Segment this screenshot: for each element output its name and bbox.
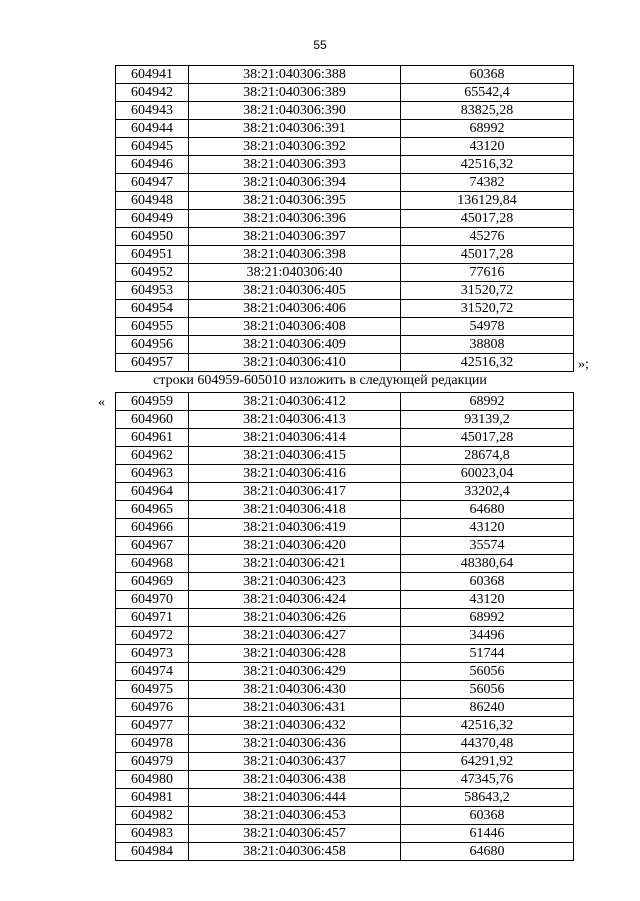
- value-cell: 48380,64: [401, 555, 574, 573]
- value-cell: 45017,28: [401, 246, 574, 264]
- row-number-cell: 604949: [116, 210, 189, 228]
- value-cell: 42516,32: [401, 354, 574, 372]
- row-number-cell: 604964: [116, 483, 189, 501]
- table-row: [116, 66, 574, 84]
- cadastral-number-cell: 38:21:040306:412: [189, 393, 401, 411]
- cadastral-number-cell: 38:21:040306:40: [189, 264, 401, 282]
- parcel-table-bottom: [115, 392, 574, 861]
- value-cell: 83825,28: [401, 102, 574, 120]
- cadastral-number-cell: 38:21:040306:391: [189, 120, 401, 138]
- row-number-cell: 604947: [116, 174, 189, 192]
- cadastral-number-cell: 38:21:040306:427: [189, 627, 401, 645]
- cadastral-number-cell: 38:21:040306:432: [189, 717, 401, 735]
- table-row: [116, 411, 574, 429]
- value-cell: 51744: [401, 645, 574, 663]
- table-row: [116, 174, 574, 192]
- table-row: [116, 537, 574, 555]
- table-row: [116, 825, 574, 843]
- table-row: [116, 138, 574, 156]
- table-row: [116, 393, 574, 411]
- cadastral-number-cell: 38:21:040306:428: [189, 645, 401, 663]
- value-cell: 33202,4: [401, 483, 574, 501]
- value-cell: 68992: [401, 393, 574, 411]
- table-row: [116, 645, 574, 663]
- table-row: [116, 483, 574, 501]
- value-cell: 68992: [401, 120, 574, 138]
- cadastral-number-cell: 38:21:040306:418: [189, 501, 401, 519]
- row-number-cell: 604951: [116, 246, 189, 264]
- table-row: [116, 318, 574, 336]
- row-number-cell: 604966: [116, 519, 189, 537]
- table-row: [116, 102, 574, 120]
- table-row: [116, 429, 574, 447]
- page-number: 55: [313, 38, 327, 52]
- row-number-cell: 604980: [116, 771, 189, 789]
- cadastral-number-cell: 38:21:040306:444: [189, 789, 401, 807]
- value-cell: 93139,2: [401, 411, 574, 429]
- cadastral-number-cell: 38:21:040306:414: [189, 429, 401, 447]
- row-number-cell: 604982: [116, 807, 189, 825]
- cadastral-number-cell: 38:21:040306:436: [189, 735, 401, 753]
- row-number-cell: 604979: [116, 753, 189, 771]
- cadastral-number-cell: 38:21:040306:413: [189, 411, 401, 429]
- cadastral-number-cell: 38:21:040306:410: [189, 354, 401, 372]
- table-row: [116, 843, 574, 861]
- row-number-cell: 604942: [116, 84, 189, 102]
- cadastral-number-cell: 38:21:040306:423: [189, 573, 401, 591]
- value-cell: 74382: [401, 174, 574, 192]
- table-row: [116, 519, 574, 537]
- value-cell: 54978: [401, 318, 574, 336]
- table-row: [116, 717, 574, 735]
- cadastral-number-cell: 38:21:040306:389: [189, 84, 401, 102]
- row-number-cell: 604943: [116, 102, 189, 120]
- table-row: [116, 210, 574, 228]
- row-number-cell: 604954: [116, 300, 189, 318]
- cadastral-number-cell: 38:21:040306:417: [189, 483, 401, 501]
- table-row: [116, 627, 574, 645]
- row-number-cell: 604975: [116, 681, 189, 699]
- value-cell: 61446: [401, 825, 574, 843]
- parcel-table-top: [115, 65, 574, 372]
- table-row: [116, 282, 574, 300]
- cadastral-number-cell: 38:21:040306:424: [189, 591, 401, 609]
- value-cell: 28674,8: [401, 447, 574, 465]
- value-cell: 43120: [401, 519, 574, 537]
- value-cell: 45276: [401, 228, 574, 246]
- value-cell: 60023,04: [401, 465, 574, 483]
- cadastral-number-cell: 38:21:040306:420: [189, 537, 401, 555]
- cadastral-number-cell: 38:21:040306:457: [189, 825, 401, 843]
- table-row: [116, 447, 574, 465]
- cadastral-number-cell: 38:21:040306:426: [189, 609, 401, 627]
- cadastral-number-cell: 38:21:040306:398: [189, 246, 401, 264]
- table-row: [116, 264, 574, 282]
- table-row: [116, 591, 574, 609]
- row-number-cell: 604970: [116, 591, 189, 609]
- cadastral-number-cell: 38:21:040306:438: [189, 771, 401, 789]
- value-cell: 60368: [401, 573, 574, 591]
- table-row: [116, 300, 574, 318]
- row-number-cell: 604944: [116, 120, 189, 138]
- row-number-cell: 604971: [116, 609, 189, 627]
- cadastral-number-cell: 38:21:040306:396: [189, 210, 401, 228]
- row-number-cell: 604976: [116, 699, 189, 717]
- table-row: [116, 555, 574, 573]
- cadastral-number-cell: 38:21:040306:419: [189, 519, 401, 537]
- value-cell: 31520,72: [401, 300, 574, 318]
- table-row: [116, 354, 574, 372]
- cadastral-number-cell: 38:21:040306:453: [189, 807, 401, 825]
- value-cell: 35574: [401, 537, 574, 555]
- value-cell: 60368: [401, 66, 574, 84]
- cadastral-number-cell: 38:21:040306:397: [189, 228, 401, 246]
- table-row: [116, 789, 574, 807]
- table-row: [116, 120, 574, 138]
- cadastral-number-cell: 38:21:040306:415: [189, 447, 401, 465]
- row-number-cell: 604952: [116, 264, 189, 282]
- row-number-cell: 604974: [116, 663, 189, 681]
- table-row: [116, 465, 574, 483]
- value-cell: 86240: [401, 699, 574, 717]
- row-number-cell: 604968: [116, 555, 189, 573]
- cadastral-number-cell: 38:21:040306:416: [189, 465, 401, 483]
- row-number-cell: 604946: [116, 156, 189, 174]
- table-row: [116, 501, 574, 519]
- row-number-cell: 604977: [116, 717, 189, 735]
- row-number-cell: 604956: [116, 336, 189, 354]
- value-cell: 56056: [401, 681, 574, 699]
- value-cell: 43120: [401, 591, 574, 609]
- table-row: [116, 681, 574, 699]
- row-number-cell: 604969: [116, 573, 189, 591]
- closing-quote: »;: [578, 357, 589, 372]
- cadastral-number-cell: 38:21:040306:405: [189, 282, 401, 300]
- table-row: [116, 84, 574, 102]
- value-cell: 64680: [401, 843, 574, 861]
- cadastral-number-cell: 38:21:040306:430: [189, 681, 401, 699]
- value-cell: 47345,76: [401, 771, 574, 789]
- cadastral-number-cell: 38:21:040306:421: [189, 555, 401, 573]
- row-number-cell: 604983: [116, 825, 189, 843]
- table-row: [116, 228, 574, 246]
- table-row: [116, 246, 574, 264]
- row-number-cell: 604950: [116, 228, 189, 246]
- row-number-cell: 604941: [116, 66, 189, 84]
- table-row: [116, 753, 574, 771]
- row-number-cell: 604972: [116, 627, 189, 645]
- value-cell: 42516,32: [401, 717, 574, 735]
- row-number-cell: 604945: [116, 138, 189, 156]
- table-row: [116, 699, 574, 717]
- row-number-cell: 604973: [116, 645, 189, 663]
- row-number-cell: 604963: [116, 465, 189, 483]
- cadastral-number-cell: 38:21:040306:458: [189, 843, 401, 861]
- value-cell: 31520,72: [401, 282, 574, 300]
- value-cell: 56056: [401, 663, 574, 681]
- cadastral-number-cell: 38:21:040306:395: [189, 192, 401, 210]
- table-row: [116, 156, 574, 174]
- table-row: [116, 735, 574, 753]
- cadastral-number-cell: 38:21:040306:409: [189, 336, 401, 354]
- cadastral-number-cell: 38:21:040306:406: [189, 300, 401, 318]
- cadastral-number-cell: 38:21:040306:437: [189, 753, 401, 771]
- value-cell: 44370,48: [401, 735, 574, 753]
- cadastral-number-cell: 38:21:040306:431: [189, 699, 401, 717]
- table-row: [116, 771, 574, 789]
- cadastral-number-cell: 38:21:040306:388: [189, 66, 401, 84]
- value-cell: 42516,32: [401, 156, 574, 174]
- row-number-cell: 604953: [116, 282, 189, 300]
- row-number-cell: 604967: [116, 537, 189, 555]
- cadastral-number-cell: 38:21:040306:392: [189, 138, 401, 156]
- row-number-cell: 604984: [116, 843, 189, 861]
- row-number-cell: 604965: [116, 501, 189, 519]
- value-cell: 45017,28: [401, 210, 574, 228]
- cadastral-number-cell: 38:21:040306:390: [189, 102, 401, 120]
- value-cell: 45017,28: [401, 429, 574, 447]
- row-number-cell: 604948: [116, 192, 189, 210]
- value-cell: 64291,92: [401, 753, 574, 771]
- value-cell: 38808: [401, 336, 574, 354]
- row-number-cell: 604955: [116, 318, 189, 336]
- row-number-cell: 604960: [116, 411, 189, 429]
- row-number-cell: 604962: [116, 447, 189, 465]
- value-cell: 68992: [401, 609, 574, 627]
- opening-quote: «: [98, 395, 105, 410]
- cadastral-number-cell: 38:21:040306:429: [189, 663, 401, 681]
- row-number-cell: 604978: [116, 735, 189, 753]
- value-cell: 60368: [401, 807, 574, 825]
- row-number-cell: 604961: [116, 429, 189, 447]
- cadastral-number-cell: 38:21:040306:408: [189, 318, 401, 336]
- value-cell: 136129,84: [401, 192, 574, 210]
- table-row: [116, 807, 574, 825]
- value-cell: 43120: [401, 138, 574, 156]
- row-number-cell: 604959: [116, 393, 189, 411]
- table-row: [116, 573, 574, 591]
- value-cell: 77616: [401, 264, 574, 282]
- row-number-cell: 604981: [116, 789, 189, 807]
- value-cell: 58643,2: [401, 789, 574, 807]
- table-row: [116, 663, 574, 681]
- cadastral-number-cell: 38:21:040306:394: [189, 174, 401, 192]
- amendment-caption: строки 604959-605010 изложить в следующей редакции: [153, 373, 487, 388]
- cadastral-number-cell: 38:21:040306:393: [189, 156, 401, 174]
- value-cell: 34496: [401, 627, 574, 645]
- table-row: [116, 192, 574, 210]
- row-number-cell: 604957: [116, 354, 189, 372]
- table-row: [116, 609, 574, 627]
- value-cell: 65542,4: [401, 84, 574, 102]
- value-cell: 64680: [401, 501, 574, 519]
- table-row: [116, 336, 574, 354]
